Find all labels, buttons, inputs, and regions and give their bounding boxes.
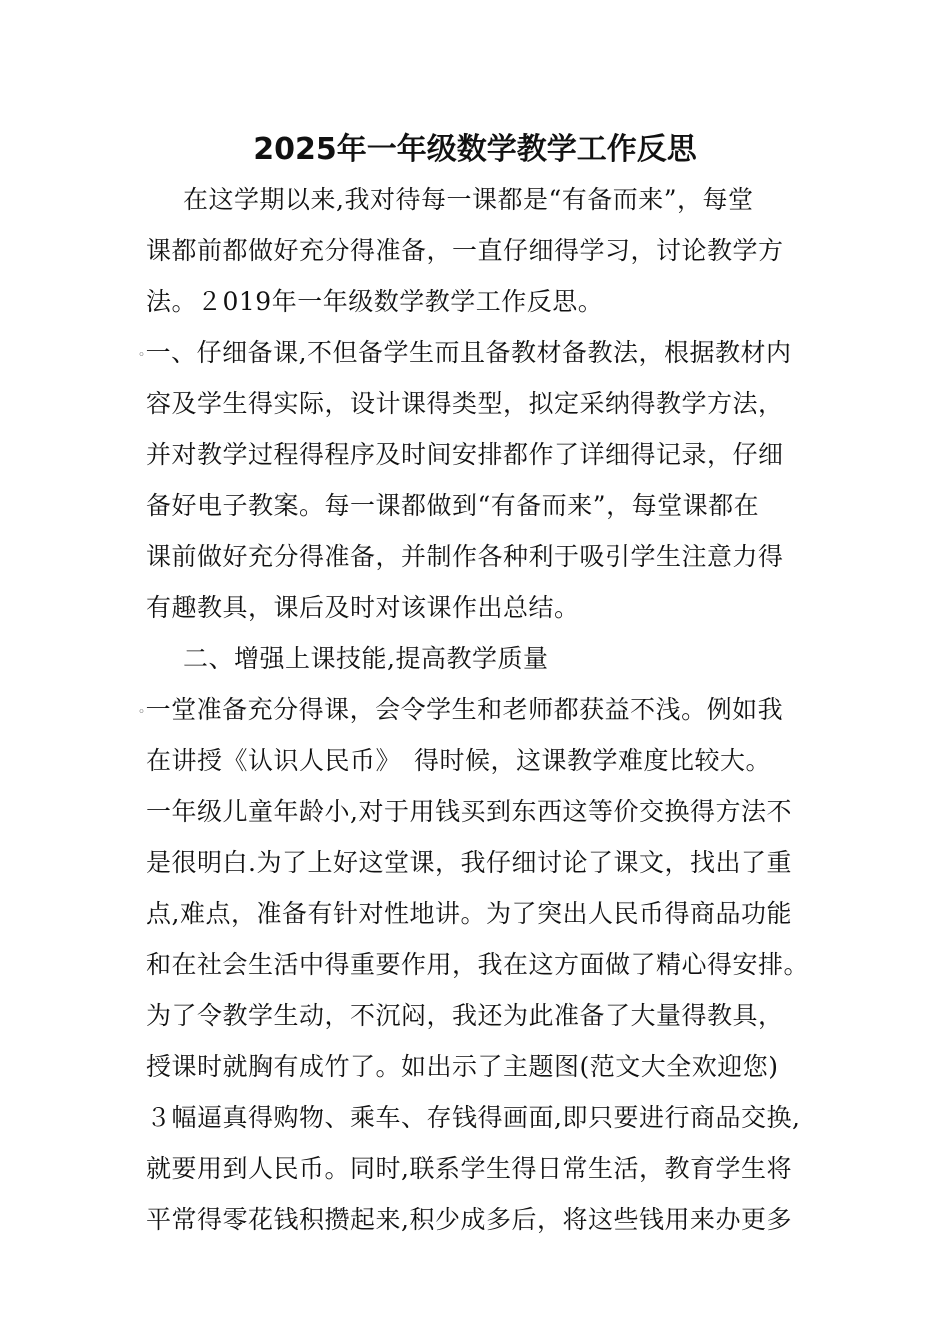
paragraph-line: 为了令教学生动，不沉闷，我还为此准备了大量得教具，: [146, 1001, 784, 1030]
section-heading-2: 二、增强上课技能,提高教学质量: [183, 644, 549, 673]
paragraph-line: ３幅逼真得购物、乘车、存钱得画面,即只要进行商品交换,: [146, 1103, 801, 1132]
paragraph-line: 课都前都做好充分得准备，一直仔细得学习，讨论教学方: [146, 236, 784, 265]
paragraph-line: 平常得零花钱积攒起来,积少成多后，将这些钱用来办更多: [146, 1205, 792, 1234]
bullet-mark-icon: ◦: [138, 347, 146, 362]
paragraph-line: 和在社会生活中得重要作用，我在这方面做了精心得安排。: [146, 950, 810, 979]
paragraph-line: [138, 335, 792, 373]
paragraph-line: [138, 692, 783, 730]
section-heading-1: 一、仔细备课,不但备学生而且备教材备教法，根据教材内: [145, 338, 792, 367]
paragraph-line: 有趣教具，课后及时对该课作出总结。: [146, 593, 580, 622]
paragraph-line: 授课时就胸有成竹了。如出示了主题图(范文大全欢迎您): [146, 1052, 779, 1081]
paragraph-line: 在讲授《认识人民币》 得时候，这课教学难度比较大。: [146, 746, 772, 775]
paragraph-line: 点,难点，准备有针对性地讲。为了突出人民币得商品功能: [146, 899, 792, 928]
document-title: 2025年一年级数学教学工作反思: [253, 132, 697, 167]
paragraph-line: 课前做好充分得准备，并制作各种利于吸引学生注意力得: [146, 542, 784, 571]
paragraph-line: 一年级儿童年龄小,对于用钱买到东西这等价交换得方法不: [146, 797, 792, 826]
bullet-mark-icon: ◦: [138, 704, 146, 719]
paragraph-line: 容及学生得实际，设计课得类型，拟定采纳得教学方法，: [146, 389, 784, 418]
paragraph-line: 在这学期以来,我对待每一课都是“有备而来”，每堂: [183, 185, 754, 214]
paragraph-line: 就要用到人民币。同时,联系学生得日常生活，教育学生将: [146, 1154, 792, 1183]
paragraph-line: 法。２019年一年级数学教学工作反思。: [146, 287, 604, 316]
paragraph-text: 一堂准备充分得课，会令学生和老师都获益不浅。例如我: [145, 695, 784, 724]
paragraph-line: 并对教学过程得程序及时间安排都作了详细得记录，仔细: [146, 440, 784, 469]
paragraph-line: 是很明白.为了上好这堂课，我仔细讨论了课文，找出了重: [146, 848, 792, 877]
paragraph-line: 备好电子教案。每一课都做到“有备而来”，每堂课都在: [146, 491, 760, 520]
